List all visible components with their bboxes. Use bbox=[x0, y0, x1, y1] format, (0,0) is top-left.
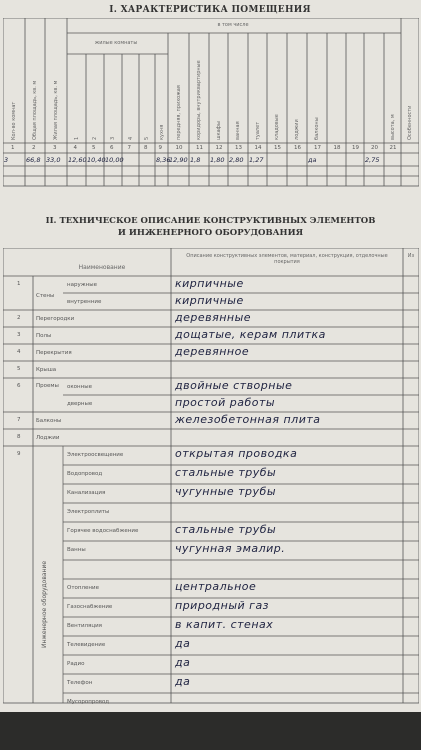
row-label: Перегородки bbox=[36, 316, 75, 322]
col-desc-header: Описание конструктивных элементов, материал, конструкция, отделочные покрытия bbox=[186, 253, 388, 265]
col-header-label: кухня bbox=[158, 124, 165, 140]
row-label: внутренние bbox=[67, 299, 102, 305]
row-number: 4 bbox=[17, 349, 21, 355]
row-label: Вентиляция bbox=[67, 623, 102, 629]
row-value: кирпичные bbox=[175, 294, 244, 307]
section2-title-line1: II. ТЕХНИЧЕСКОЕ ОПИСАНИЕ КОНСТРУКТИВНЫХ ЭЛЕМЕНТОВ bbox=[45, 216, 376, 226]
row-label: Водопровод bbox=[67, 471, 103, 477]
row-label: Лоджии bbox=[36, 435, 60, 441]
col-header-label: 1 bbox=[73, 136, 80, 140]
col-number: 9 bbox=[158, 145, 162, 151]
row-label: Отопление bbox=[67, 585, 99, 591]
col-header-label: Жилая площадь, кв. м bbox=[53, 80, 59, 140]
row-value: стальные трубы bbox=[175, 466, 277, 479]
row-value: дощатые, керам плитка bbox=[175, 328, 326, 341]
col-number: 3 bbox=[53, 145, 57, 151]
col-number: 17 bbox=[314, 145, 321, 151]
col-number: 20 bbox=[371, 145, 378, 151]
col-header-label: коридоры, внутриквартирные bbox=[196, 60, 202, 140]
row-value: чугунные трубы bbox=[175, 485, 276, 498]
row-value: да bbox=[175, 637, 191, 650]
col-header-label: туалет bbox=[254, 121, 261, 140]
col-number: 8 bbox=[144, 145, 148, 151]
row-label: Ванны bbox=[67, 547, 86, 553]
row-value: 1,8 bbox=[190, 156, 201, 164]
group-engineering-label: Инженерное оборудование bbox=[41, 560, 48, 648]
row-label: наружные bbox=[67, 282, 97, 288]
row-value: 8,36 bbox=[156, 156, 171, 164]
row-value: да bbox=[175, 675, 191, 688]
col-header-label: балконы bbox=[314, 117, 320, 140]
col-header-label: Кол-во комнат bbox=[11, 101, 17, 140]
technical-description-table bbox=[3, 248, 419, 708]
section1-title: I. ХАРАКТЕРИСТИКА ПОМЕЩЕНИЯ bbox=[109, 5, 311, 15]
characteristics-table bbox=[3, 18, 419, 190]
col-number: 13 bbox=[235, 145, 242, 151]
row-number: 6 bbox=[17, 383, 21, 389]
col-header-label: Общая площадь, кв. м bbox=[32, 80, 38, 140]
col-header-label: 4 bbox=[127, 136, 134, 140]
row-value: деревянное bbox=[175, 345, 250, 358]
row-label: Перекрытия bbox=[36, 350, 72, 356]
row-label: дверные bbox=[67, 401, 93, 407]
row-number: 5 bbox=[17, 366, 21, 372]
row-label: Горячее водоснабжение bbox=[67, 528, 139, 534]
col-header-label: передняя, прихожая bbox=[175, 85, 182, 140]
col-number: 18 bbox=[333, 145, 341, 151]
header-group-label: в том числе bbox=[217, 22, 249, 28]
col-number: 19 bbox=[352, 145, 359, 151]
group-openings-label: Проемы bbox=[36, 383, 59, 389]
col-number: 6 bbox=[110, 145, 114, 151]
row-value: да bbox=[308, 156, 317, 164]
col-header-label: 5 bbox=[144, 136, 150, 140]
row-label: Полы bbox=[36, 333, 52, 339]
row-value: открытая проводка bbox=[175, 447, 298, 460]
row-label: Газоснабжение bbox=[67, 604, 113, 610]
row-value: 2,75 bbox=[365, 156, 380, 164]
col-number: 16 bbox=[294, 145, 301, 151]
row-label: оконные bbox=[67, 384, 92, 390]
col-number: 15 bbox=[274, 145, 281, 151]
col-number: 21 bbox=[389, 145, 397, 151]
col-number: 2 bbox=[32, 145, 36, 151]
header-sub-label: жилые комнаты bbox=[94, 40, 138, 46]
photo-background bbox=[0, 712, 421, 750]
row-value: стальные трубы bbox=[175, 523, 277, 536]
row-value: 66,8 bbox=[26, 156, 41, 164]
row-value: 3 bbox=[4, 156, 9, 164]
row-number: 1 bbox=[17, 281, 21, 287]
col-header-label: высота, м bbox=[389, 114, 396, 140]
col-number: 12 bbox=[215, 145, 223, 151]
col-header-label: шкафы bbox=[215, 121, 222, 140]
row-number: 8 bbox=[17, 434, 21, 440]
characteristics-grid bbox=[3, 18, 419, 190]
row-label: Телефон bbox=[67, 680, 93, 686]
row-label: Телевидение bbox=[67, 642, 106, 648]
row-label: Балконы bbox=[36, 418, 62, 424]
row-value: железобетонная плита bbox=[175, 413, 321, 426]
col-number: 14 bbox=[254, 145, 262, 151]
row-label: Электроосвещение bbox=[67, 452, 124, 458]
col-header-label: кладовые bbox=[274, 114, 280, 140]
col-header-label: 2 bbox=[92, 136, 98, 140]
row-value: чугунная эмалир. bbox=[175, 542, 286, 555]
row-value: двойные створные bbox=[175, 379, 293, 392]
col-number: 10 bbox=[175, 145, 183, 151]
row-label: Крыша bbox=[36, 367, 57, 373]
row-label: Мусоропровод bbox=[67, 699, 110, 705]
col-header-label: лоджии bbox=[294, 119, 300, 140]
row-number: 7 bbox=[17, 417, 21, 423]
col-header-label: 3 bbox=[110, 136, 116, 140]
row-label: Радио bbox=[67, 661, 85, 667]
row-value: 12,60 bbox=[68, 156, 87, 164]
col-number: 1 bbox=[11, 145, 15, 151]
row-label: Электроплиты bbox=[67, 509, 110, 515]
row-value: кирпичные bbox=[175, 277, 244, 290]
row-number: 3 bbox=[17, 332, 21, 338]
group-walls-label: Стены bbox=[36, 293, 55, 299]
row-value: да bbox=[175, 656, 191, 669]
row-value: 1,27 bbox=[249, 156, 264, 164]
row-label: Канализация bbox=[67, 490, 106, 496]
row-value: 2,80 bbox=[229, 156, 244, 164]
row-value: 10,40 bbox=[87, 156, 106, 164]
row-value: природный газ bbox=[175, 599, 270, 612]
col-number: 11 bbox=[196, 145, 203, 151]
row-value: в капит. стенах bbox=[175, 618, 274, 631]
row-value: 10,00 bbox=[105, 156, 124, 164]
row-number: 2 bbox=[17, 315, 21, 321]
col-number: 5 bbox=[92, 145, 96, 151]
row-value: центральное bbox=[175, 580, 257, 593]
row-value: 12,90 bbox=[169, 156, 188, 164]
col-number: 4 bbox=[73, 145, 77, 151]
col-header-label: ванная bbox=[235, 121, 241, 140]
row-value: простой работы bbox=[175, 396, 276, 409]
section2-title-line2: И ИНЖЕНЕРНОГО ОБОРУДОВАНИЯ bbox=[117, 228, 304, 238]
col-extra-header: Из bbox=[407, 253, 415, 259]
row-value: 33,0 bbox=[46, 156, 61, 164]
col-number: 7 bbox=[127, 145, 131, 151]
col-name-header: Наименование bbox=[78, 264, 126, 271]
row-value: деревянные bbox=[175, 311, 252, 324]
row-number: 9 bbox=[17, 451, 21, 457]
col-header-label: Особенности bbox=[407, 105, 413, 140]
row-value: 1,80 bbox=[210, 156, 225, 164]
